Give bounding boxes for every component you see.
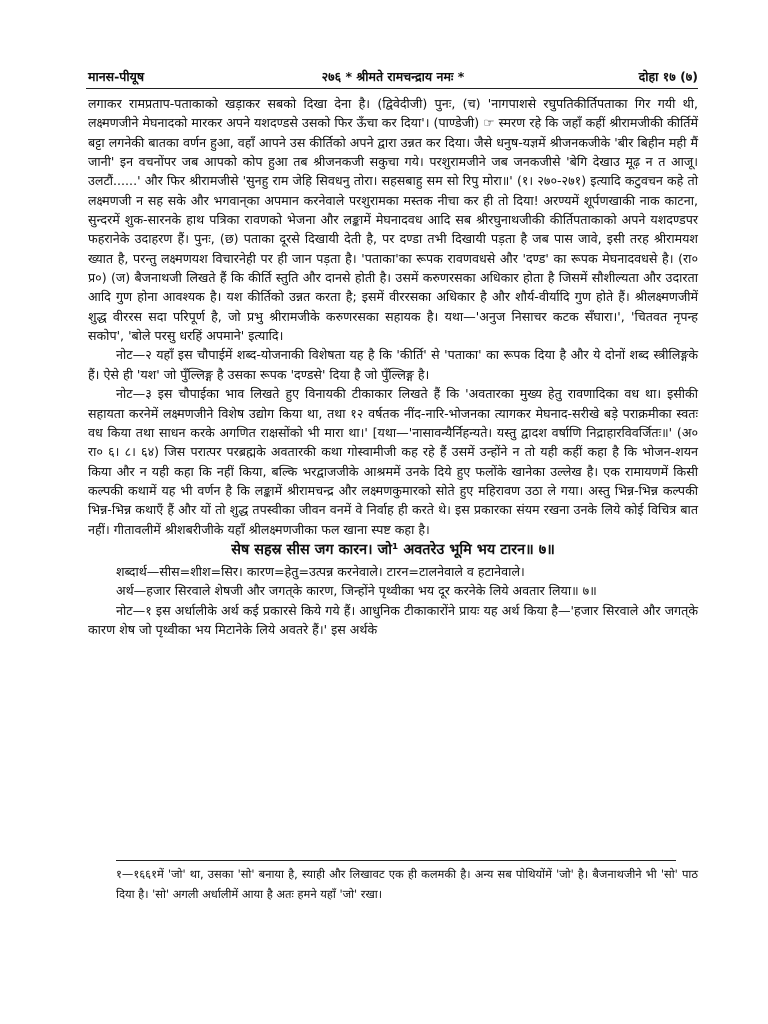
verse-meaning: अर्थ—हजार सिरवाले शेषजी और जगत्‌के कारण, जिन्होंने पृथ्वीका भय दूर करनेके लिये अवतार लिया॥ ७॥	[116, 583, 597, 599]
footnote: १—१६६१में 'जो' था, उसका 'सो' बनाया है, स्याही और लिखावट एक ही कलमकी है। अन्य सब पोथियोंमें 'जो' है। बैजनाथजीने भी 'सो' पाठ दिया है। 'सो' अगली अर्धालीमें आया है अतः हमने यहाँ 'जो' रखा।	[116, 867, 698, 901]
header-rule	[86, 88, 698, 89]
note-1-paragraph: नोट—१ इस अर्धालीके अर्थ कई प्रकारसे किये गये हैं। आधुनिक टीकाकारोंने प्रायः यह अर्थ किया है—'हजार सिरवाले और जगत्‌के कारण शेष जो पृथ्वीका भय मिटानेके लिये अवतरे हैं।' इस अर्थके	[88, 602, 698, 637]
main-text	[88, 94, 698, 639]
book-title: मानस-पीयूष	[88, 69, 145, 84]
section-reference: दोहा १७ (७)	[638, 69, 698, 84]
note-2-paragraph: नोट—२ यहाँ इस चौपाईमें शब्द-योजनाकी विशेषता यह है कि 'कीर्ति' से 'पताका' का रूपक दिया है और ये दोनों शब्द स्त्रीलिङ्गके हैं। ऐसे ही 'यश' जो पुँल्लिङ्ग है उसका रूपक 'दण्डसे' दिया है जो पुँल्लिङ्ग है।	[88, 347, 698, 382]
commentary-paragraph: लगाकर रामप्रताप-पताकाको खड़ाकर सबको दिखा देना है। (द्विवेदीजी) पुनः, (च) 'नागपाशसे रघुपतिकीर्तिपताका गिर गयी थी, लक्ष्मणजीने मेघनादको मारकर अपने यशदण्डसे उसको फिर ऊँचा कर दिया'। (पाण्डेजी) ☞ स्मरण रहे कि जहाँ कहीं श्रीरामजीकी कीर्तिमें बट्टा लगनेकी बातका वर्णन हुआ, वहाँ आपने उस कीर्तिको अपने द्वारा उन्नत कर दिया। जैसे धनुष-यज्ञमें श्रीजनकजीके 'बीर बिहीन मही मैं जानी' इन वचनोंपर जब आपको कोप हुआ तब श्रीजनकजी सकुचा गये। परशुरामजीने जब जनकजीसे 'बेगि देखाउ मूढ़ न त आजू। उलटौं......' और फिर श्रीरामजीसे 'सुनहु राम जेहि सिवधनु तोरा। सहसबाहु सम सो रिपु मोरा॥' (१। २७०-२७१) इत्यादि कटुवचन कहे तो लक्ष्मणजी न सह सके और भगवान्‌का अपमान करनेवाले परशुरामका मस्तक नीचा कर ही तो दिया! अरण्यमें शूर्पणखाकी नाक काटना, सुन्दरमें शुक-सारनके हाथ पत्रिका रावणको भेजना और लङ्कामें मेघनादवध आदि सब श्रीरघुनाथजीकी कीर्तिपताकाको अपने यशदण्डपर फहरानेके उदाहरण हैं। पुनः, (छ) पताका दूरसे दिखायी देती है, पर दण्डा तभी दिखायी पड़ता है जब पास जावे, इसी तरह श्रीरामयश ख्यात है, परन्तु लक्ष्मणयश विचारनेही पर ही जान पड़ता है। 'पताका'का रूपक रावणवधसे और 'दण्ड' का रूपक मेघनादवधसे है। (रा० प्र०) (ज) बैजनाथजी लिखते हैं कि कीर्ति स्तुति और दानसे होती है। उसमें करुणरसका अधिकार होता है जिसमें सौशील्यता और उदारता आदि गुण होना आवश्यक है। यश कीर्तिको उन्नत करता है; इसमें वीररसका अधिकार है और शौर्य-वीर्यादि गुण होते हैं। श्रीलक्ष्मणजीमें शुद्ध वीररस सदा परिपूर्ण है, जो प्रभु श्रीरामजीके करुणरसका सहायक है। यथा—'अनुज निसाचर कटक सँघारा।', 'चितवत नृपन्ह सकोप', 'बोले परसु धरहिं अपमाने' इत्यादि।	[88, 96, 698, 344]
footnote-rule	[116, 860, 676, 861]
page-number-invocation: २७६ * श्रीमते रामचन्द्राय नमः *	[321, 69, 465, 84]
page-header	[88, 64, 698, 88]
word-meaning: शब्दार्थ—सीस=शीश=सिर। कारण=हेतु=उत्पन्न करनेवाले। टारन=टालनेवाले व हटानेवाले।	[116, 563, 525, 579]
note-3-paragraph: नोट—३ इस चौपाईका भाव लिखते हुए विनायकी टीकाकार लिखते हैं कि 'अवतारका मुख्य हेतु रावणादिका वध था। इसीकी सहायता करनेमें लक्ष्मणजीने विशेष उद्योग किया था, तथा १२ वर्षतक नींद-नारि-भोजनका त्यागकर मेघनाद-सरीखे बड़े पराक्रमीका स्वतः वध किया तथा साधन करके अगणित राक्षसोंको भी मारा था।' [यथा—'नासावन्यैर्निहन्यते। यस्तु द्वादश वर्षाणि निद्राहारविवर्जितः॥' (अ० रा० ६। ८। ६४) जिस परात्पर परब्रह्मके अवतारकी कथा गोस्वामीजी कह रहे हैं उसमें उन्होंने न तो यही कहीं कहा है कि भोजन-शयन किया और न यही कहा कि नहीं किया, बल्कि भरद्वाजजीके आश्रममें उनके दिये हुए फलोंके खानेका उल्लेख है। एक रामायणमें किसी कल्पकी कथामें यह भी वर्णन है कि लङ्कामें श्रीरामचन्द्र और लक्ष्मणकुमारको सोते हुए महिरावण उठा ले गया। अस्तु भिन्न-भिन्न कल्पकी भिन्न-भिन्न कथाएँ हैं और यों तो शुद्ध तपस्वीका जीवन वनमें वे निर्वाह ही करते थे। इस प्रकारका संयम रखना उनके लिये कोई विचित्र बात नहीं। गीतावलीमें श्रीशबरीजीके यहाँ श्रीलक्ष्मणजीका फल खाना स्पष्ट कहा है।	[88, 386, 698, 537]
verse-line: सेष सहस्र सीस जग कारन। जो¹ अवतरेउ भूमि भय टारन॥ ७॥	[231, 541, 555, 558]
